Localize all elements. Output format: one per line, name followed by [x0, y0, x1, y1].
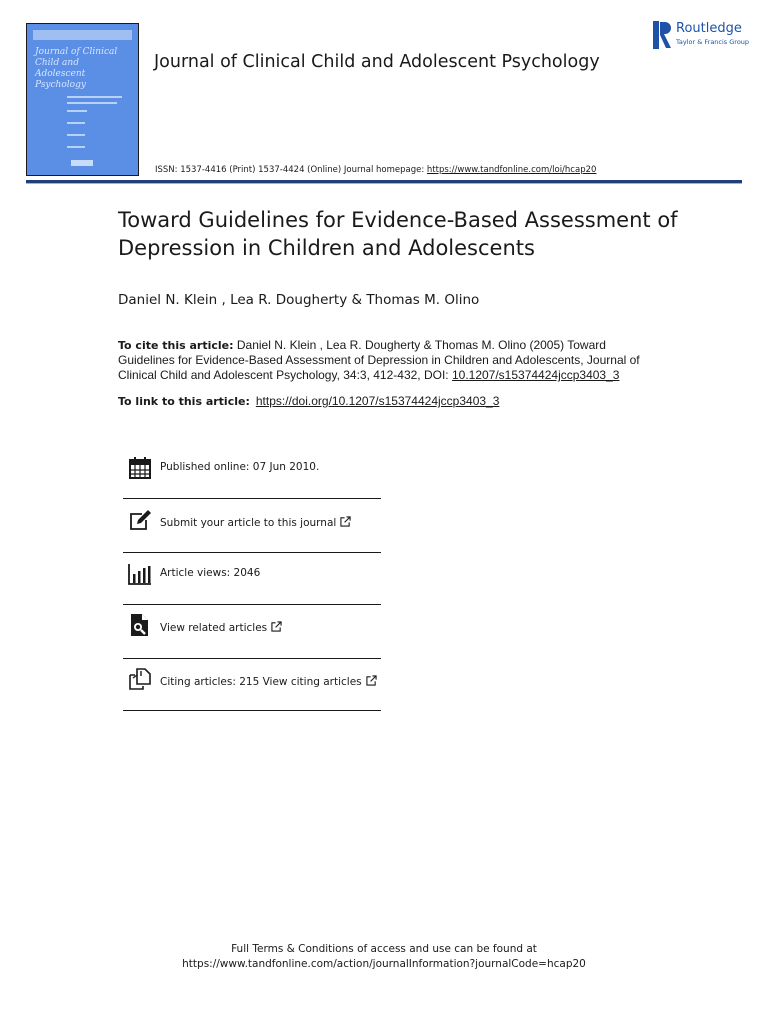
- external-link-icon: [340, 516, 351, 527]
- citation-block: [118, 338, 658, 383]
- edit-icon: [128, 509, 152, 533]
- publisher-name: Routledge: [676, 21, 742, 36]
- submit-article-link[interactable]: [160, 516, 351, 529]
- external-link-icon: [366, 675, 377, 686]
- document-search-icon: [128, 613, 152, 637]
- terms-url[interactable]: https://www.tandfonline.com/action/journalInformation?journalCode=hcap20: [182, 958, 586, 970]
- citation-label: To cite this article:: [118, 339, 234, 352]
- cover-publisher-logo: [71, 160, 93, 166]
- article-info-list: [123, 447, 381, 711]
- article-views-text: Article views: 2046: [160, 567, 261, 579]
- published-online-row: [123, 447, 381, 499]
- article-title: Toward Guidelines for Evidence-Based Assessment of Depression in Children and Adolescents: [118, 208, 678, 260]
- article-link-line: [118, 394, 499, 408]
- routledge-mark-icon: [653, 21, 673, 49]
- article-views-row: [123, 553, 381, 605]
- citing-articles-row[interactable]: [123, 659, 381, 711]
- cover-title: Journal of Clinical Child and Adolescent Psychology: [35, 47, 118, 90]
- article-doi-url[interactable]: https://doi.org/10.1207/s15374424jccp3403_3: [255, 394, 500, 408]
- related-articles-link[interactable]: [160, 621, 282, 634]
- journal-title: Journal of Clinical Child and Adolescent Psychology: [154, 52, 600, 72]
- citing-articles-link[interactable]: [160, 675, 377, 688]
- related-articles-row[interactable]: [123, 605, 381, 659]
- copy-documents-icon: [128, 667, 152, 691]
- submit-article-row[interactable]: [123, 499, 381, 553]
- terms-text: Full Terms & Conditions of access and use can be found at: [231, 943, 537, 955]
- citation-text: Daniel N. Klein , Lea R. Dougherty & Thomas M. Olino (2005) Toward Guidelines for Evidence-Based Assessment of Depression in Children and Adolescents, Journal of Clinical Child and Adolescent Psychology, 34:3, 412-432, DOI:: [118, 338, 640, 382]
- publisher-subtitle: Taylor & Francis Group: [676, 38, 750, 46]
- publisher-logo: [653, 21, 753, 51]
- external-link-icon: [271, 621, 282, 632]
- issn-line: [155, 165, 596, 175]
- journal-cover-image: [26, 23, 139, 176]
- terms-footer: [0, 942, 768, 972]
- issn-text: ISSN: 1537-4416 (Print) 1537-4424 (Online) Journal homepage:: [155, 165, 427, 175]
- header-divider-light: [26, 183, 742, 184]
- article-link-label: To link to this article:: [118, 395, 250, 408]
- published-online-text: Published online: 07 Jun 2010.: [160, 461, 320, 473]
- citing-articles-text: Citing articles: 215 View citing articles: [160, 676, 362, 688]
- journal-homepage-link[interactable]: https://www.tandfonline.com/loi/hcap20: [426, 165, 597, 175]
- calendar-icon: [128, 456, 152, 480]
- related-articles-text: View related articles: [160, 622, 268, 634]
- cover-top-band: [33, 30, 132, 40]
- bar-chart-icon: [128, 562, 152, 586]
- article-authors: Daniel N. Klein , Lea R. Dougherty & Thomas M. Olino: [118, 292, 480, 308]
- submit-article-text: Submit your article to this journal: [160, 517, 337, 529]
- citation-doi-link[interactable]: 10.1207/s15374424jccp3403_3: [451, 368, 620, 382]
